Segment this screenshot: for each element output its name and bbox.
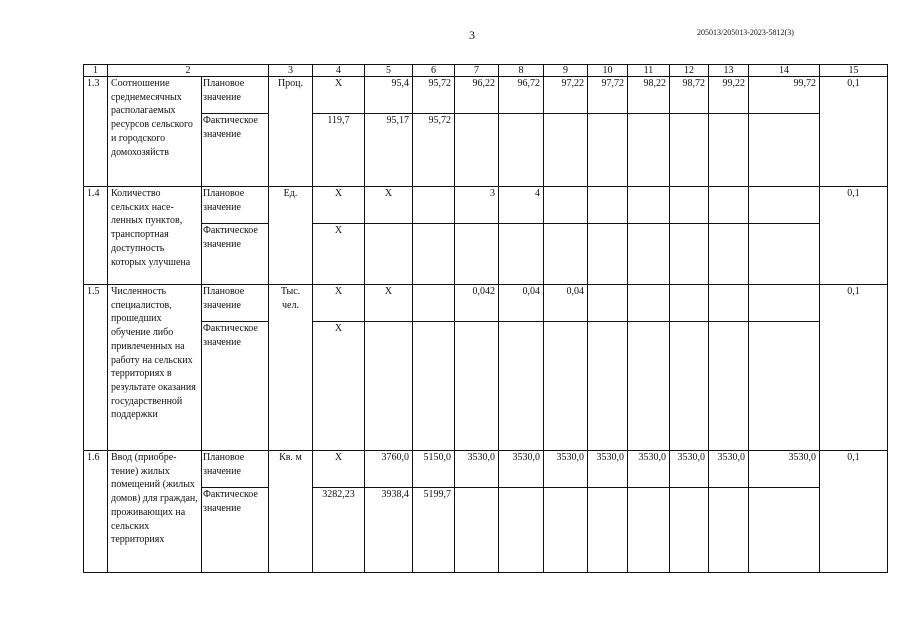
plan-label: Плановое значение bbox=[202, 77, 269, 114]
plan-value bbox=[544, 187, 588, 224]
plan-value bbox=[709, 187, 749, 224]
plan-value: X bbox=[313, 77, 365, 114]
fact-value bbox=[670, 488, 709, 573]
plan-value bbox=[413, 187, 455, 224]
fact-value: 3938,4 bbox=[365, 488, 413, 573]
plan-value: 3530,0 bbox=[544, 451, 588, 488]
fact-value bbox=[413, 224, 455, 285]
fact-value bbox=[499, 322, 544, 451]
plan-value: 98,22 bbox=[628, 77, 670, 114]
fact-value bbox=[709, 114, 749, 187]
column-header: 2 bbox=[108, 65, 269, 77]
plan-value: 3530,0 bbox=[588, 451, 628, 488]
plan-value: 99,22 bbox=[709, 77, 749, 114]
fact-value: X bbox=[313, 322, 365, 451]
fact-label: Фактическое значение bbox=[202, 224, 269, 285]
plan-value: 0,042 bbox=[455, 285, 499, 322]
plan-value: 3530,0 bbox=[670, 451, 709, 488]
plan-value bbox=[588, 187, 628, 224]
plan-value: 98,72 bbox=[670, 77, 709, 114]
fact-value bbox=[749, 488, 820, 573]
plan-value bbox=[749, 285, 820, 322]
table-row bbox=[84, 187, 888, 224]
fact-value bbox=[499, 114, 544, 187]
fact-value bbox=[544, 114, 588, 187]
fact-value bbox=[749, 114, 820, 187]
fact-value bbox=[544, 488, 588, 573]
row-number: 1.4 bbox=[84, 187, 108, 285]
document-code: 205013/205013-2023-5812(3) bbox=[697, 28, 794, 37]
column-header: 3 bbox=[269, 65, 313, 77]
plan-value: 4 bbox=[499, 187, 544, 224]
column-header: 8 bbox=[499, 65, 544, 77]
table-row bbox=[84, 451, 888, 488]
plan-value: 96,22 bbox=[455, 77, 499, 114]
plan-value: X bbox=[313, 451, 365, 488]
plan-value: 3 bbox=[455, 187, 499, 224]
fact-value bbox=[588, 488, 628, 573]
fact-value bbox=[588, 322, 628, 451]
weight-cell: 0,1 bbox=[820, 77, 888, 187]
plan-value: 97,22 bbox=[544, 77, 588, 114]
fact-value: X bbox=[313, 224, 365, 285]
row-number: 1.5 bbox=[84, 285, 108, 451]
plan-value bbox=[709, 285, 749, 322]
plan-value: 3530,0 bbox=[499, 451, 544, 488]
fact-label: Фактическое значение bbox=[202, 114, 269, 187]
fact-value bbox=[455, 114, 499, 187]
plan-value: 5150,0 bbox=[413, 451, 455, 488]
plan-value: X bbox=[365, 285, 413, 322]
row-number: 1.6 bbox=[84, 451, 108, 573]
column-header: 15 bbox=[820, 65, 888, 77]
table-row bbox=[84, 114, 888, 187]
row-number: 1.3 bbox=[84, 77, 108, 187]
fact-value bbox=[499, 224, 544, 285]
plan-value: X bbox=[313, 285, 365, 322]
fact-value bbox=[365, 224, 413, 285]
fact-value bbox=[544, 224, 588, 285]
fact-value bbox=[628, 114, 670, 187]
fact-value bbox=[628, 488, 670, 573]
plan-value bbox=[588, 285, 628, 322]
fact-value bbox=[709, 224, 749, 285]
plan-value: 3530,0 bbox=[455, 451, 499, 488]
fact-value bbox=[628, 224, 670, 285]
fact-value bbox=[588, 224, 628, 285]
plan-value: 95,4 bbox=[365, 77, 413, 114]
weight-cell: 0,1 bbox=[820, 451, 888, 573]
plan-value bbox=[670, 285, 709, 322]
fact-value: 95,17 bbox=[365, 114, 413, 187]
unit-cell: Кв. м bbox=[269, 451, 313, 573]
fact-value bbox=[670, 322, 709, 451]
page-number: 3 bbox=[469, 28, 475, 42]
weight-cell: 0,1 bbox=[820, 285, 888, 451]
indicator-name: Ввод (приобре-тение) жилых помещений (жилых домов) для граждан, проживающих на сельских территориях bbox=[108, 451, 202, 573]
column-header: 13 bbox=[709, 65, 749, 77]
plan-value: 3530,0 bbox=[749, 451, 820, 488]
plan-value: 99,72 bbox=[749, 77, 820, 114]
plan-label: Плановое значение bbox=[202, 285, 269, 322]
plan-value: 97,72 bbox=[588, 77, 628, 114]
plan-value bbox=[413, 285, 455, 322]
plan-value: X bbox=[313, 187, 365, 224]
fact-value bbox=[749, 224, 820, 285]
column-header: 6 bbox=[413, 65, 455, 77]
fact-value bbox=[670, 114, 709, 187]
fact-value: 5199,7 bbox=[413, 488, 455, 573]
fact-value bbox=[588, 114, 628, 187]
column-header: 12 bbox=[670, 65, 709, 77]
plan-value bbox=[628, 285, 670, 322]
fact-value bbox=[455, 224, 499, 285]
column-header: 11 bbox=[628, 65, 670, 77]
plan-value bbox=[628, 187, 670, 224]
header-row bbox=[84, 65, 888, 77]
fact-label: Фактическое значение bbox=[202, 322, 269, 451]
plan-value: 3530,0 bbox=[628, 451, 670, 488]
plan-value: 96,72 bbox=[499, 77, 544, 114]
fact-value bbox=[544, 322, 588, 451]
fact-value bbox=[455, 322, 499, 451]
fact-value bbox=[749, 322, 820, 451]
unit-cell: Ед. bbox=[269, 187, 313, 285]
plan-value: 0,04 bbox=[544, 285, 588, 322]
weight-cell: 0,1 bbox=[820, 187, 888, 285]
plan-value bbox=[749, 187, 820, 224]
plan-label: Плановое значение bbox=[202, 451, 269, 488]
fact-value bbox=[709, 488, 749, 573]
table-row bbox=[84, 285, 888, 322]
column-header: 9 bbox=[544, 65, 588, 77]
column-header: 14 bbox=[749, 65, 820, 77]
fact-value bbox=[499, 488, 544, 573]
column-header: 5 bbox=[365, 65, 413, 77]
column-header: 7 bbox=[455, 65, 499, 77]
column-header: 1 bbox=[84, 65, 108, 77]
unit-cell: Тыс. чел. bbox=[269, 285, 313, 451]
fact-value: 3282,23 bbox=[313, 488, 365, 573]
column-header: 10 bbox=[588, 65, 628, 77]
indicator-name: Количество сельских насе-ленных пунктов, транспортная доступность которых улучшена bbox=[108, 187, 202, 285]
table-row bbox=[84, 224, 888, 285]
indicator-name: Соотношение среднемесячных располагаемых ресурсов сельского и городского домохозяйств bbox=[108, 77, 202, 187]
fact-value bbox=[365, 322, 413, 451]
fact-label: Фактическое значение bbox=[202, 488, 269, 573]
fact-value: 95,72 bbox=[413, 114, 455, 187]
plan-value: 0,04 bbox=[499, 285, 544, 322]
indicators-table bbox=[83, 64, 888, 573]
plan-value: X bbox=[365, 187, 413, 224]
fact-value bbox=[709, 322, 749, 451]
fact-value: 119,7 bbox=[313, 114, 365, 187]
table-row bbox=[84, 77, 888, 114]
plan-value: 3530,0 bbox=[709, 451, 749, 488]
table-row bbox=[84, 488, 888, 573]
plan-label: Плановое значение bbox=[202, 187, 269, 224]
column-header: 4 bbox=[313, 65, 365, 77]
fact-value bbox=[670, 224, 709, 285]
fact-value bbox=[455, 488, 499, 573]
indicator-name: Численность специалистов, прошедших обучение либо привлеченных на работу на сельских территориях в результате оказания государственной поддержки bbox=[108, 285, 202, 451]
plan-value bbox=[670, 187, 709, 224]
plan-value: 95,72 bbox=[413, 77, 455, 114]
fact-value bbox=[628, 322, 670, 451]
plan-value: 3760,0 bbox=[365, 451, 413, 488]
table-row bbox=[84, 322, 888, 451]
unit-cell: Проц. bbox=[269, 77, 313, 187]
fact-value bbox=[413, 322, 455, 451]
